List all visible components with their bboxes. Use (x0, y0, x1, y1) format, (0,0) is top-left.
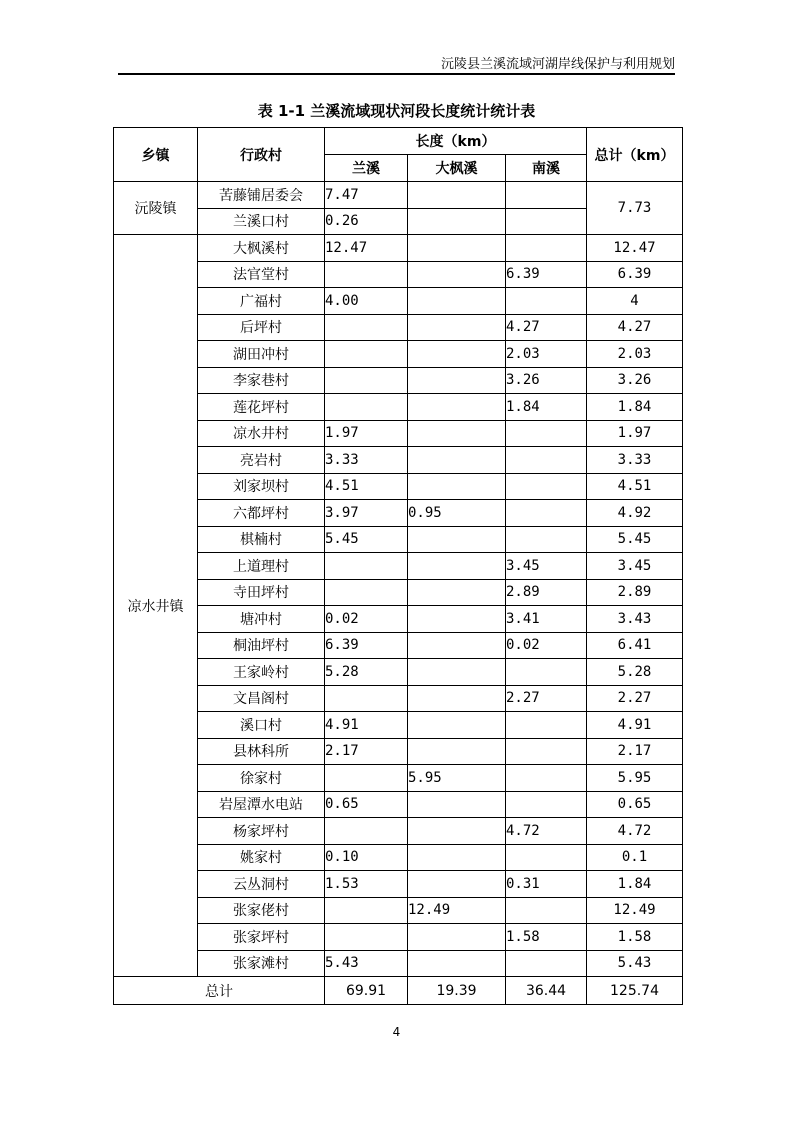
nanxi-cell (506, 500, 587, 527)
lanxi-cell (325, 367, 408, 394)
nanxi-cell: 1.84 (506, 394, 587, 421)
dafengxi-cell (408, 341, 506, 368)
lanxi-cell (325, 394, 408, 421)
river-length-table (113, 127, 683, 1005)
village-cell: 法官堂村 (198, 261, 325, 288)
col-header-total: 总计（km） (587, 128, 683, 182)
nanxi-cell (506, 208, 587, 235)
village-cell: 六都坪村 (198, 500, 325, 527)
dafengxi-cell (408, 235, 506, 262)
total-cell: 3.26 (587, 367, 683, 394)
village-cell: 湖田冲村 (198, 341, 325, 368)
total-cell: 0.1 (587, 844, 683, 871)
running-header-title: 沅陵县兰溪流域河湖岸线保护与利用规划 (440, 57, 675, 72)
village-cell: 寺田坪村 (198, 579, 325, 606)
nanxi-cell (506, 288, 587, 315)
village-cell: 上道理村 (198, 553, 325, 580)
table-row (114, 235, 683, 262)
total-row (114, 977, 683, 1005)
table-header (114, 128, 683, 182)
village-cell: 塘冲村 (198, 606, 325, 633)
table-footer (114, 977, 683, 1005)
table-row (114, 420, 683, 447)
village-cell: 县林科所 (198, 738, 325, 765)
nanxi-cell: 2.89 (506, 579, 587, 606)
nanxi-cell (506, 844, 587, 871)
town-cell: 沅陵镇 (114, 182, 198, 235)
nanxi-cell (506, 950, 587, 977)
table-row (114, 473, 683, 500)
lanxi-cell: 6.39 (325, 632, 408, 659)
table-row (114, 182, 683, 209)
lanxi-cell: 4.00 (325, 288, 408, 315)
page-number: 4 (392, 1025, 401, 1039)
lanxi-cell: 0.65 (325, 791, 408, 818)
nanxi-cell (506, 420, 587, 447)
total-cell: 1.84 (587, 394, 683, 421)
lanxi-cell (325, 261, 408, 288)
village-cell: 李家巷村 (198, 367, 325, 394)
lanxi-cell: 7.47 (325, 182, 408, 209)
lanxi-cell: 1.53 (325, 871, 408, 898)
lanxi-cell (325, 579, 408, 606)
village-cell: 广福村 (198, 288, 325, 315)
village-cell: 后坪村 (198, 314, 325, 341)
village-cell: 凉水井村 (198, 420, 325, 447)
dafengxi-cell (408, 367, 506, 394)
table-row (114, 712, 683, 739)
lanxi-cell: 4.91 (325, 712, 408, 739)
total-cell: 1.84 (587, 871, 683, 898)
village-cell: 溪口村 (198, 712, 325, 739)
nanxi-cell: 2.27 (506, 685, 587, 712)
lanxi-cell: 1.97 (325, 420, 408, 447)
dafengxi-cell (408, 288, 506, 315)
nanxi-cell (506, 526, 587, 553)
total-row-label: 总计 (114, 977, 325, 1005)
total-cell: 6.41 (587, 632, 683, 659)
lanxi-cell (325, 818, 408, 845)
village-cell: 王家岭村 (198, 659, 325, 686)
total-cell: 1.58 (587, 924, 683, 951)
lanxi-cell: 3.33 (325, 447, 408, 474)
nanxi-cell: 1.58 (506, 924, 587, 951)
lanxi-cell: 5.43 (325, 950, 408, 977)
dafengxi-cell (408, 606, 506, 633)
nanxi-cell: 3.45 (506, 553, 587, 580)
total-cell: 2.89 (587, 579, 683, 606)
total-cell: 3.43 (587, 606, 683, 633)
total-cell: 3.45 (587, 553, 683, 580)
dafengxi-cell (408, 791, 506, 818)
dafengxi-cell (408, 844, 506, 871)
lanxi-cell: 0.26 (325, 208, 408, 235)
lanxi-cell (325, 924, 408, 951)
table-row (114, 579, 683, 606)
total-cell: 7.73 (587, 182, 683, 235)
table-row (114, 818, 683, 845)
table-row (114, 685, 683, 712)
lanxi-cell (325, 765, 408, 792)
table-row (114, 526, 683, 553)
dafengxi-cell (408, 659, 506, 686)
total-grand: 125.74 (587, 977, 683, 1005)
table-row (114, 261, 683, 288)
village-cell: 大枫溪村 (198, 235, 325, 262)
lanxi-cell (325, 314, 408, 341)
total-cell: 4.91 (587, 712, 683, 739)
table-row (114, 632, 683, 659)
dafengxi-cell (408, 632, 506, 659)
lanxi-cell: 5.28 (325, 659, 408, 686)
total-cell: 4.51 (587, 473, 683, 500)
table-row (114, 314, 683, 341)
lanxi-cell (325, 341, 408, 368)
village-cell: 杨家坪村 (198, 818, 325, 845)
nanxi-cell: 0.31 (506, 871, 587, 898)
table-caption: 表 1-1 兰溪流域现状河段长度统计统计表 (257, 102, 536, 120)
lanxi-cell: 12.47 (325, 235, 408, 262)
village-cell: 姚家村 (198, 844, 325, 871)
nanxi-cell (506, 659, 587, 686)
total-cell: 3.33 (587, 447, 683, 474)
table-row (114, 367, 683, 394)
village-cell: 莲花坪村 (198, 394, 325, 421)
nanxi-cell (506, 182, 587, 209)
dafengxi-cell (408, 208, 506, 235)
dafengxi-cell (408, 818, 506, 845)
table-row (114, 924, 683, 951)
table-body (114, 182, 683, 977)
table-row (114, 394, 683, 421)
total-lanxi: 69.91 (325, 977, 408, 1005)
table-row (114, 791, 683, 818)
dafengxi-cell (408, 738, 506, 765)
town-cell: 凉水井镇 (114, 235, 198, 977)
nanxi-cell (506, 791, 587, 818)
col-header-dafengxi: 大枫溪 (408, 155, 506, 182)
nanxi-cell: 2.03 (506, 341, 587, 368)
nanxi-cell (506, 235, 587, 262)
dafengxi-cell (408, 261, 506, 288)
village-cell: 徐家村 (198, 765, 325, 792)
lanxi-cell: 0.02 (325, 606, 408, 633)
table-row (114, 500, 683, 527)
total-cell: 4.92 (587, 500, 683, 527)
village-cell: 岩屋潭水电站 (198, 791, 325, 818)
dafengxi-cell: 5.95 (408, 765, 506, 792)
dafengxi-cell (408, 394, 506, 421)
village-cell: 文昌阁村 (198, 685, 325, 712)
table-row (114, 950, 683, 977)
table-row (114, 553, 683, 580)
dafengxi-cell (408, 420, 506, 447)
dafengxi-cell (408, 950, 506, 977)
dafengxi-cell (408, 314, 506, 341)
table-row (114, 844, 683, 871)
total-cell: 5.43 (587, 950, 683, 977)
total-cell: 2.17 (587, 738, 683, 765)
total-nanxi: 36.44 (506, 977, 587, 1005)
dafengxi-cell (408, 182, 506, 209)
total-cell: 6.39 (587, 261, 683, 288)
village-cell: 亮岩村 (198, 447, 325, 474)
nanxi-cell (506, 765, 587, 792)
total-cell: 1.97 (587, 420, 683, 447)
table-row (114, 871, 683, 898)
table-row (114, 897, 683, 924)
col-header-town: 乡镇 (114, 128, 198, 182)
dafengxi-cell (408, 924, 506, 951)
nanxi-cell (506, 738, 587, 765)
nanxi-cell: 4.72 (506, 818, 587, 845)
nanxi-cell: 3.26 (506, 367, 587, 394)
dafengxi-cell: 12.49 (408, 897, 506, 924)
dafengxi-cell (408, 871, 506, 898)
total-cell: 0.65 (587, 791, 683, 818)
table-row (114, 447, 683, 474)
table-row (114, 341, 683, 368)
village-cell: 兰溪口村 (198, 208, 325, 235)
village-cell: 张家佬村 (198, 897, 325, 924)
nanxi-cell: 3.41 (506, 606, 587, 633)
total-cell: 2.03 (587, 341, 683, 368)
dafengxi-cell (408, 526, 506, 553)
nanxi-cell: 0.02 (506, 632, 587, 659)
dafengxi-cell (408, 685, 506, 712)
lanxi-cell: 4.51 (325, 473, 408, 500)
col-header-nanxi: 南溪 (506, 155, 587, 182)
total-cell: 4.27 (587, 314, 683, 341)
header-divider (118, 73, 675, 75)
lanxi-cell: 5.45 (325, 526, 408, 553)
lanxi-cell: 2.17 (325, 738, 408, 765)
village-cell: 张家坪村 (198, 924, 325, 951)
nanxi-cell (506, 447, 587, 474)
total-cell: 5.28 (587, 659, 683, 686)
table-row (114, 765, 683, 792)
village-cell: 苦藤铺居委会 (198, 182, 325, 209)
total-dafengxi: 19.39 (408, 977, 506, 1005)
village-cell: 张家滩村 (198, 950, 325, 977)
lanxi-cell: 0.10 (325, 844, 408, 871)
dafengxi-cell: 0.95 (408, 500, 506, 527)
village-cell: 棋楠村 (198, 526, 325, 553)
village-cell: 云丛洞村 (198, 871, 325, 898)
dafengxi-cell (408, 712, 506, 739)
lanxi-cell (325, 553, 408, 580)
table-row (114, 738, 683, 765)
col-header-length-group: 长度（km） (325, 128, 587, 155)
dafengxi-cell (408, 473, 506, 500)
col-header-village: 行政村 (198, 128, 325, 182)
total-cell: 4.72 (587, 818, 683, 845)
lanxi-cell (325, 897, 408, 924)
dafengxi-cell (408, 553, 506, 580)
table-row (114, 288, 683, 315)
village-cell: 桐油坪村 (198, 632, 325, 659)
lanxi-cell (325, 685, 408, 712)
nanxi-cell (506, 897, 587, 924)
dafengxi-cell (408, 579, 506, 606)
total-cell: 4 (587, 288, 683, 315)
lanxi-cell: 3.97 (325, 500, 408, 527)
total-cell: 5.95 (587, 765, 683, 792)
total-cell: 2.27 (587, 685, 683, 712)
nanxi-cell (506, 473, 587, 500)
table-row (114, 659, 683, 686)
dafengxi-cell (408, 447, 506, 474)
col-header-lanxi: 兰溪 (325, 155, 408, 182)
total-cell: 12.47 (587, 235, 683, 262)
total-cell: 5.45 (587, 526, 683, 553)
nanxi-cell (506, 712, 587, 739)
total-cell: 12.49 (587, 897, 683, 924)
table-row (114, 606, 683, 633)
nanxi-cell: 6.39 (506, 261, 587, 288)
nanxi-cell: 4.27 (506, 314, 587, 341)
village-cell: 刘家坝村 (198, 473, 325, 500)
